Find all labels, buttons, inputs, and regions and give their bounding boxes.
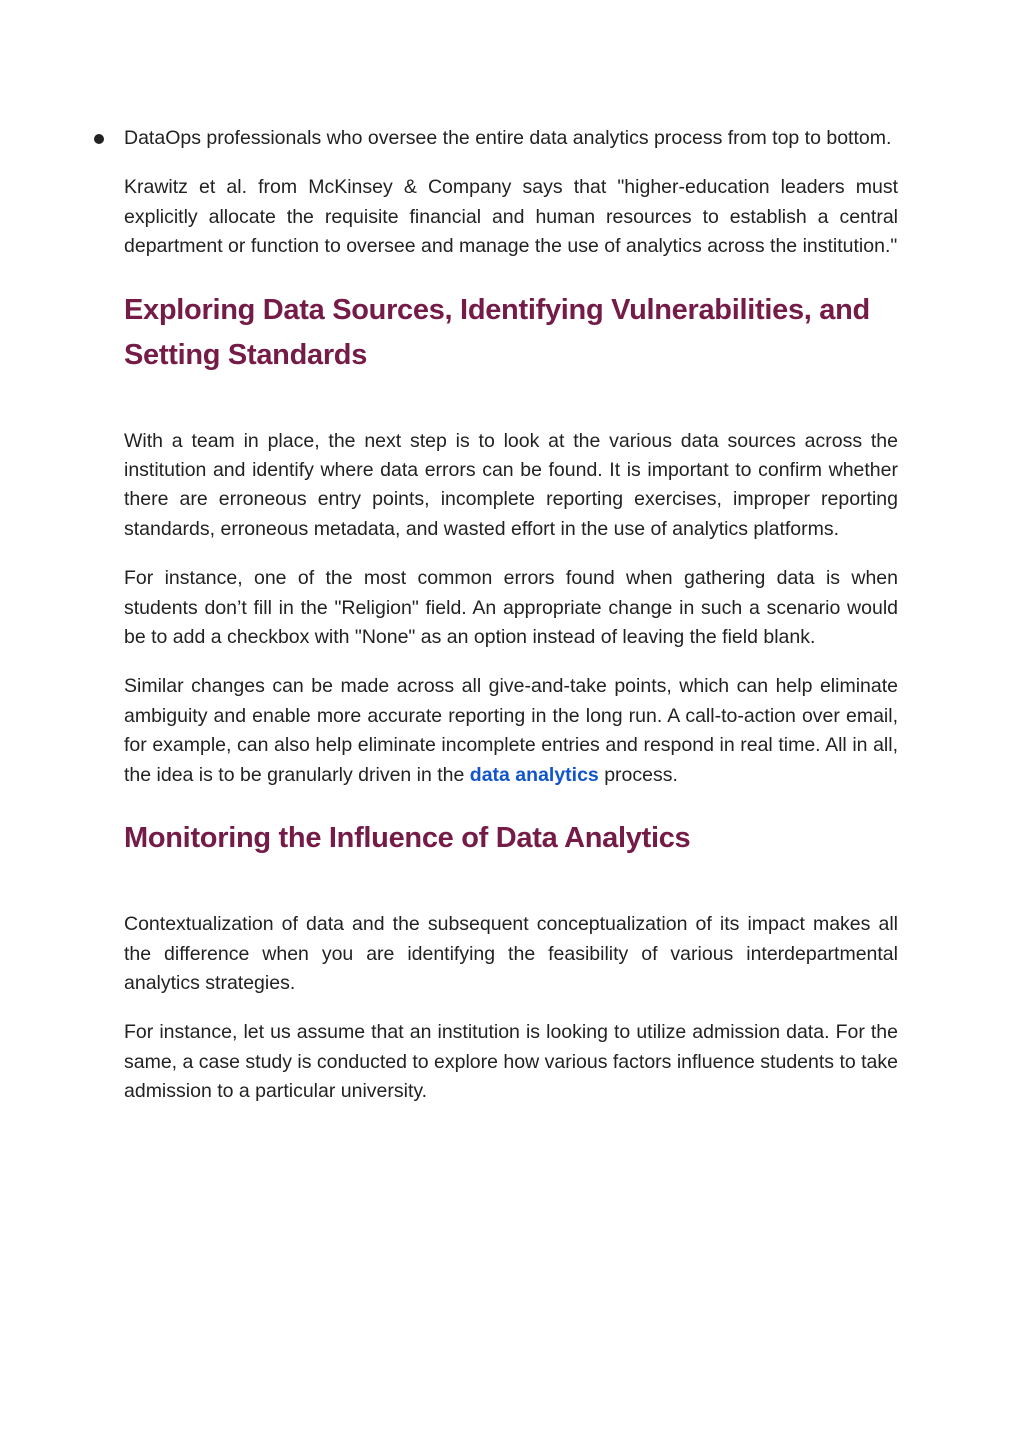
paragraph-krawitz-quote: Krawitz et al. from McKinsey & Company says that "higher-education leaders must explicitly allocate the requisite financial and human resources to establish a central department or function to oversee and manage the use of analytics across the institution." (124, 176, 898, 258)
paragraph-similar-text-after: process. (598, 763, 678, 786)
paragraph-team-in-place: With a team in place, the next step is to look at the various data sources across the institution and identify where data errors can be found. It is important to confirm whether there are erroneous entry points, incomplete reporting exercises, improper reporting standards, erroneous metadata, and wasted effort in the use of analytics platforms. (124, 429, 898, 540)
paragraph-admission-data: For instance, let us assume that an institution is looking to utilize admission data. For the same, a case study is conducted to explore how various factors influence students to take admission to a particular university. (124, 1021, 898, 1103)
bullet-icon (62, 124, 124, 144)
paragraph-similar-changes (124, 672, 898, 790)
bullet-text: DataOps professionals who oversee the entire data analytics process from top to bottom. (124, 127, 892, 149)
bullet-list-item (62, 124, 898, 153)
data-analytics-link[interactable]: data analytics (469, 763, 599, 786)
section-heading-monitoring: Monitoring the Influence of Data Analytics (124, 822, 691, 855)
paragraph-similar-text-before: Similar changes can be made across all give-and-take points, which can help eliminate ambiguity and enable more accurate reporting in the long run. A call-to-action over email, for example, can also help eliminate incomplete entries and respond in real time. All in all, the idea is to be granularly driven in the (124, 675, 898, 786)
document-page (124, 124, 898, 1107)
paragraph-contextualization: Contextualization of data and the subsequent conceptualization of its impact makes all the difference when you are identifying the feasibility of various interdepartmental analytics strategies. (124, 913, 898, 994)
section-heading-exploring: Exploring Data Sources, Identifying Vulnerabilities, and Setting Standards (124, 293, 870, 371)
paragraph-religion-field: For instance, one of the most common errors found when gathering data is when students don’t fill in the "Religion" field. An appropriate change in such a scenario would be to add a checkbox with "None" as an option instead of leaving the field blank. (124, 567, 898, 649)
